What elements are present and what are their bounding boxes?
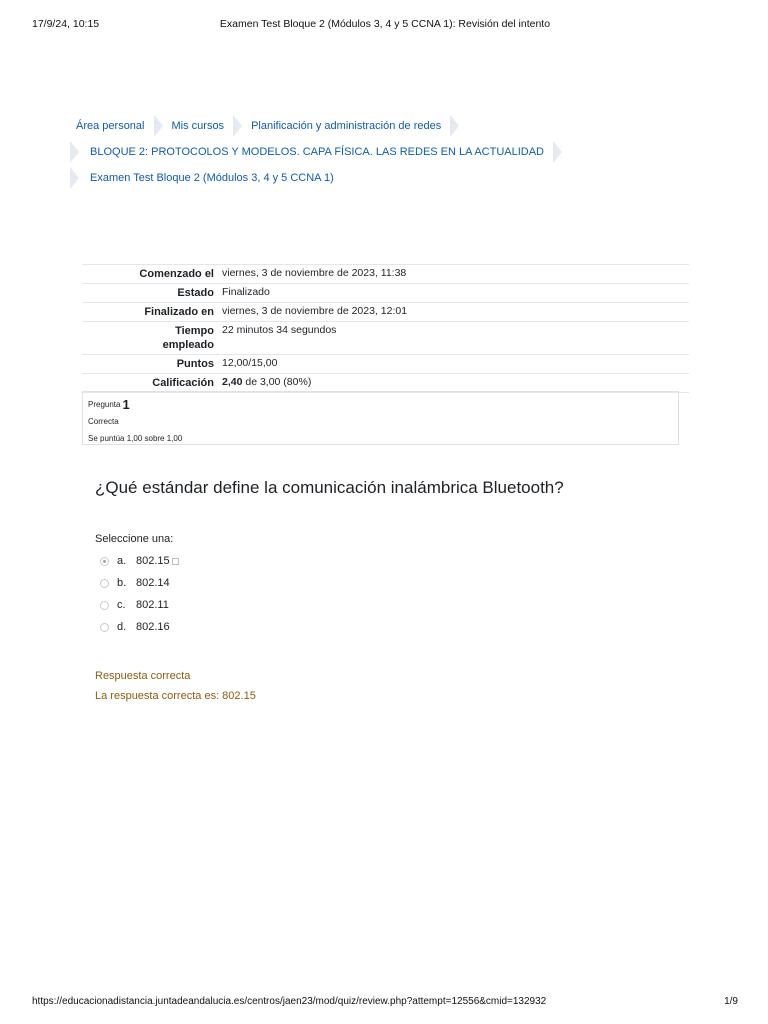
summary-label: Tiempo empleado bbox=[82, 322, 218, 355]
option-letter: b. bbox=[117, 577, 127, 589]
table-row bbox=[82, 265, 689, 284]
grade-value: 2,40 bbox=[222, 376, 243, 388]
question-text: ¿Qué estándar define la comunicación inalámbrica Bluetooth? bbox=[95, 478, 564, 497]
chevron-right-icon bbox=[450, 115, 459, 137]
answer-prompt: Seleccione una: bbox=[95, 533, 174, 545]
option-text: 802.16 bbox=[136, 621, 170, 633]
question-grade: Se puntúa 1,00 sobre 1,00 bbox=[88, 434, 183, 443]
question-label: Pregunta bbox=[88, 400, 121, 409]
question-info-box bbox=[82, 391, 679, 445]
table-row bbox=[82, 322, 689, 355]
feedback-result: Respuesta correcta bbox=[95, 670, 191, 682]
question-number: 1 bbox=[122, 397, 130, 412]
option-text: 802.15 bbox=[136, 555, 170, 567]
summary-label: Finalizado en bbox=[82, 303, 218, 322]
summary-label: Calificación bbox=[82, 374, 218, 393]
answer-option-a[interactable] bbox=[100, 550, 179, 572]
answer-options bbox=[100, 550, 179, 638]
radio-button[interactable] bbox=[100, 623, 109, 632]
summary-label: Comenzado el bbox=[82, 265, 218, 284]
summary-value: 12,00/15,00 bbox=[218, 355, 689, 374]
print-header bbox=[32, 18, 738, 32]
breadcrumb bbox=[70, 114, 630, 192]
correct-mark-icon bbox=[172, 558, 179, 565]
chevron-right-icon bbox=[233, 115, 242, 137]
chevron-right-icon bbox=[154, 115, 163, 137]
chevron-right-icon bbox=[553, 141, 562, 163]
option-text: 802.14 bbox=[136, 577, 170, 589]
summary-value bbox=[218, 374, 689, 393]
print-page-number: 1/9 bbox=[724, 996, 738, 1007]
summary-value: viernes, 3 de noviembre de 2023, 12:01 bbox=[218, 303, 689, 322]
table-row bbox=[82, 374, 689, 393]
breadcrumb-mis-cursos[interactable]: Mis cursos bbox=[171, 120, 225, 132]
summary-value: Finalizado bbox=[218, 284, 689, 303]
print-title: Examen Test Bloque 2 (Módulos 3, 4 y 5 CCNA 1): Revisión del intento bbox=[219, 18, 551, 30]
breadcrumb-section[interactable]: BLOQUE 2: PROTOCOLOS Y MODELOS. CAPA FÍSICA. LAS REDES EN LA ACTUALIDAD bbox=[90, 146, 544, 158]
option-letter: d. bbox=[117, 621, 127, 633]
summary-value: 22 minutos 34 segundos bbox=[218, 322, 689, 355]
option-text: 802.11 bbox=[136, 599, 169, 611]
breadcrumb-area-personal[interactable]: Área personal bbox=[76, 120, 145, 132]
print-url: https://educacionadistancia.juntadeandalucia.es/centros/jaen23/mod/quiz/review.php?attempt=12556&cmid=132932 bbox=[32, 996, 547, 1007]
breadcrumb-course[interactable]: Planificación y administración de redes bbox=[251, 120, 442, 132]
answer-option-b[interactable] bbox=[100, 572, 179, 594]
chevron-right-icon bbox=[70, 141, 79, 163]
summary-value: viernes, 3 de noviembre de 2023, 11:38 bbox=[218, 265, 689, 284]
feedback-correct-answer: La respuesta correcta es: 802.15 bbox=[95, 690, 256, 702]
radio-button[interactable] bbox=[100, 579, 109, 588]
chevron-right-icon bbox=[70, 167, 79, 189]
summary-label: Puntos bbox=[82, 355, 218, 374]
feedback bbox=[95, 670, 256, 710]
radio-button[interactable] bbox=[100, 601, 109, 610]
radio-button[interactable] bbox=[100, 557, 109, 566]
table-row bbox=[82, 355, 689, 374]
option-letter: a. bbox=[117, 555, 127, 567]
print-datetime: 17/9/24, 10:15 bbox=[32, 18, 100, 30]
question-state: Correcta bbox=[88, 417, 119, 426]
answer-option-c[interactable] bbox=[100, 594, 179, 616]
breadcrumb-quiz[interactable]: Examen Test Bloque 2 (Módulos 3, 4 y 5 CCNA 1) bbox=[90, 172, 334, 184]
summary-label: Estado bbox=[82, 284, 218, 303]
table-row bbox=[82, 284, 689, 303]
table-row bbox=[82, 303, 689, 322]
attempt-summary-table bbox=[82, 264, 689, 393]
option-letter: c. bbox=[117, 599, 126, 611]
print-footer bbox=[32, 996, 738, 1010]
grade-rest: de 3,00 (80%) bbox=[242, 376, 312, 388]
answer-option-d[interactable] bbox=[100, 616, 179, 638]
